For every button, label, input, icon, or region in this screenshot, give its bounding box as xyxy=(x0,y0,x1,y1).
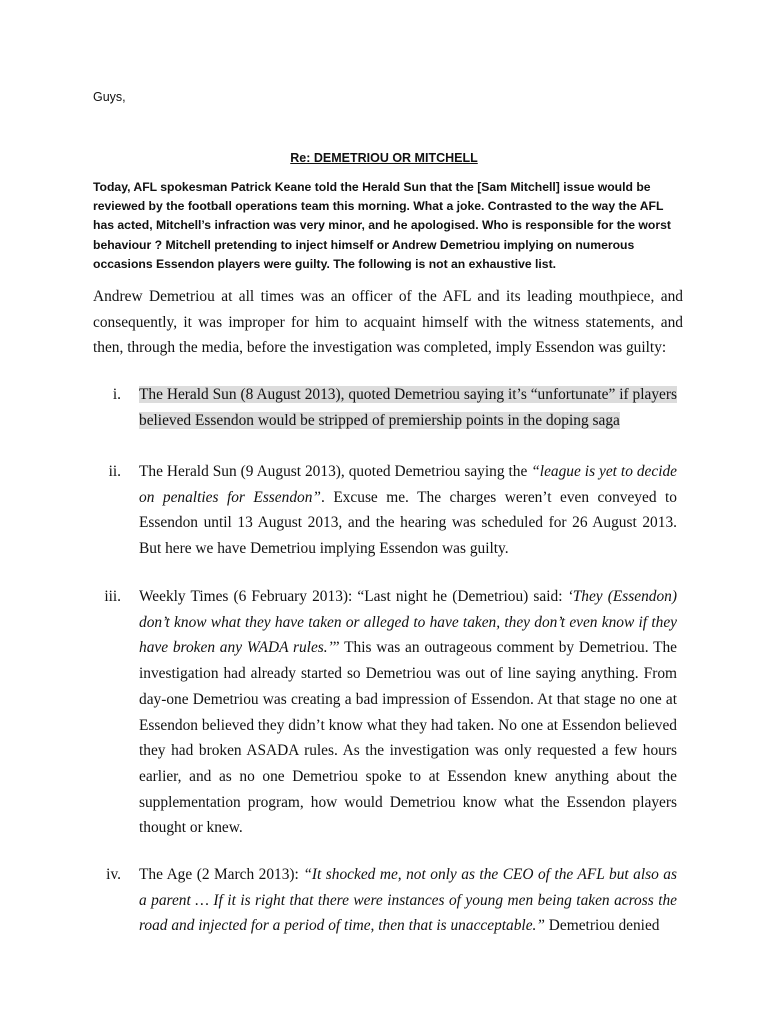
text-run: The Age (2 March 2013): xyxy=(139,866,304,883)
text-run: Weekly Times (6 February 2013): “Last night he (Demetriou) said: xyxy=(139,588,568,605)
text-run: The Herald Sun (9 August 2013), quoted Demetriou saying the xyxy=(139,463,532,480)
list-number: iii. xyxy=(104,588,121,605)
body-paragraph: Andrew Demetriou at all times was an officer of the AFL and its leading mouthpiece, and consequently, it was improper for him to acquaint himself with the witness statements, and then, through the media, before the investigation was completed, imply Essendon was guilty: xyxy=(93,288,683,357)
text-run: Demetriou denied xyxy=(544,917,660,935)
quote-text: ‘They (Essendon) don’t know what they have taken or alleged to have taken, they don’t even know if they have broken any WADA rules.’ xyxy=(139,588,677,657)
list-text xyxy=(139,382,677,433)
list-number: i. xyxy=(112,386,121,403)
quote-text: “It shocked me, not only as the CEO of the AFL but also as a parent … If it is right that there were instances of young men being taken across the road and injected for a period of time, then that is unacceptable.” xyxy=(139,866,677,935)
list-text xyxy=(139,459,677,562)
quote-text: “league is yet to decide on penalties for Essendon” xyxy=(139,463,678,506)
list-number: ii. xyxy=(108,463,121,480)
intro-paragraph: Today, AFL spokesman Patrick Keane told the Herald Sun that the [Sam Mitchell] issue would be reviewed by the football operations team this morning. What a joke. Contrasted to the way the AFL has acted, Mitchell’s infraction was very minor, and he apologised. Who is responsible for the worst behaviour ? Mitchell pretending to inject himself or Andrew Demetriou implying on numerous occasions Essendon players were guilty. The following is not an exhaustive list. xyxy=(93,180,671,271)
list-text xyxy=(139,584,677,841)
greeting: Guys, xyxy=(93,90,126,104)
list-text xyxy=(139,862,677,939)
highlighted-text: The Herald Sun (8 August 2013), quoted Demetriou saying it’s “unfortunate” if players believed Essendon would be stripped of premiership points in the doping saga xyxy=(139,386,677,429)
list-number: iv. xyxy=(106,866,121,883)
text-run: . Excuse me. The charges weren’t even conveyed to Essendon until 13 August 2013, and the hearing was scheduled for 26 August 2013. But here we have Demetriou implying Essendon was guilty. xyxy=(139,488,677,558)
text-run: ” This was an outrageous comment by Demetriou. The investigation had already started so Demetriou was out of line saying anything. From day-one Demetriou was creating a bad impression of Essendon. At that stage no one at Essendon believed they didn’t know what they had taken. No one at Essendon believed they had broken ASADA rules. As the investigation was only requested a few hours earlier, and as no one Demetriou spoke to at Essendon knew anything about the supplementation program, how would Demetriou know what the Essendon players thought or knew. xyxy=(139,639,677,837)
subject-heading: Re: DEMETRIOU OR MITCHELL xyxy=(290,151,478,165)
